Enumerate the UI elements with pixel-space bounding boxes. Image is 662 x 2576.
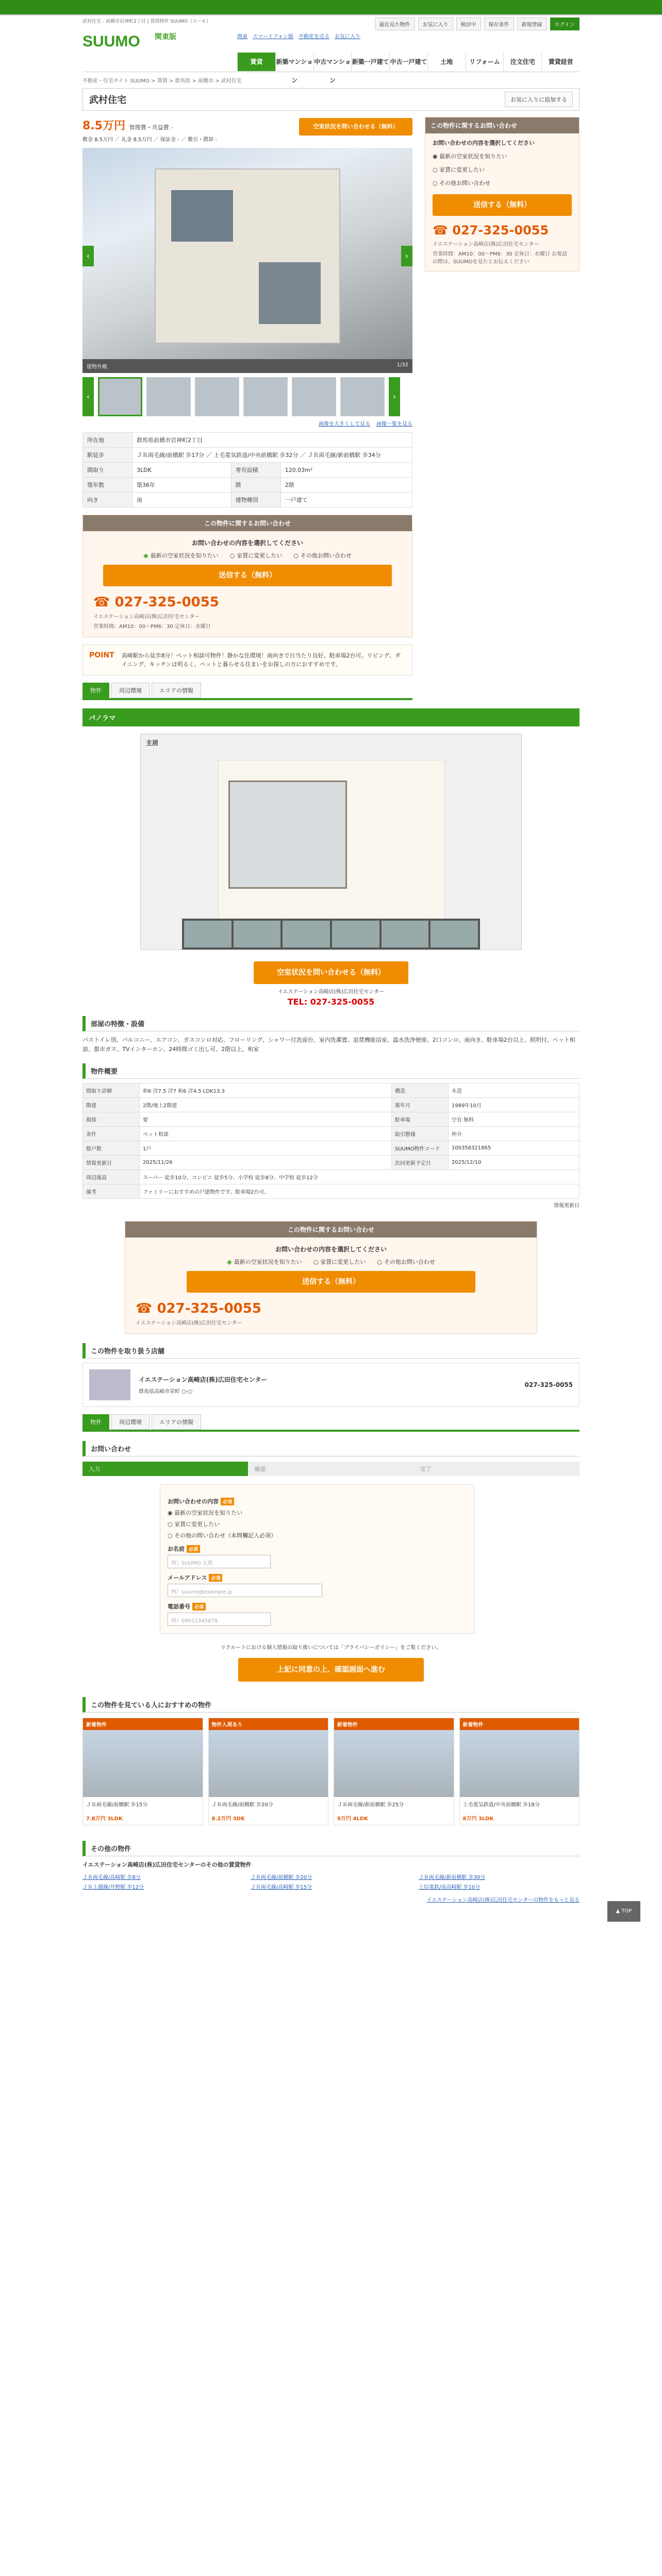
sidebar-phone: ☎ 027-325-0055 [433,223,549,238]
enlarge-link[interactable]: 画像を大きくして見る [319,421,370,427]
thumbnail[interactable] [146,377,191,416]
thumbnail[interactable] [243,377,288,416]
sidebar-hours: 営業時間：AM10：00～PM6：30 定休日：水曜日 お電話の際は、SUUMOを見たとお伝えください [433,251,568,265]
nav-item[interactable]: 注文住宅 [503,53,541,71]
privacy-notice: リクルートにおける個人情報の取り扱いについては「プライバシーポリシー」をご覧ください。 [220,1645,442,1651]
phone-number-2: ☎ 027-325-0055 [136,1301,261,1316]
sub-link[interactable]: 不動産を売る [299,34,329,40]
breadcrumb[interactable]: 不動産・住宅サイト SUUMO > 賃貸 > 群馬県 > 前橋市 > 武村住宅 [82,78,242,84]
tab-bar [82,683,412,700]
tab-info[interactable]: エリアの情報 [152,683,201,698]
photo-count: 1/32 [396,362,408,368]
sidebar-send-button[interactable]: 送信する（無料） [433,194,572,216]
store-tel: 027-325-0055 [524,1381,573,1388]
suumo-logo[interactable]: SUUMO [82,33,140,50]
point-text: 高崎駅から徒歩8分！ペット相談可物件！静かな住環境！南向きで日当たり良好。駐車場2台可。リビング、ダイニング、キッチンは明るく、ペットと暮らせる住まいをお探しの方におすすめです。 [121,652,401,668]
name-label: お名前 必須 [168,1545,467,1553]
step-done: 完了 [414,1462,580,1476]
form-q-label: お問い合わせの内容 必須 [168,1497,467,1505]
panorama-label: 主居 [146,739,159,747]
thumbnail[interactable] [340,377,385,416]
nav-item[interactable]: 新築一戸建て [351,53,389,71]
nav-item[interactable]: 土地 [427,53,466,71]
saved-link[interactable]: 保存条件 [484,18,514,30]
panorama-strip [182,919,480,950]
email-input[interactable]: 例）suumo@example.jp [168,1584,322,1597]
point-label: POINT [89,651,114,659]
radio-rent[interactable]: ○ 家賃に変更したい [230,551,283,560]
mail-label: メールアドレス 必須 [168,1573,467,1582]
panorama-heading: パノラマ [82,708,580,726]
header-crumb: 武村住宅 - 前橋市岩神町2丁目 | 賃貸物件 SUUMO（スーモ） [82,19,211,24]
tab-property[interactable]: 物件 [82,1414,109,1430]
point-box [82,645,412,675]
sub-link[interactable]: お気に入り [335,34,360,40]
thumb-prev-icon[interactable]: ‹ [82,377,94,416]
nav-item[interactable]: 中古マンション [313,53,352,71]
register-link[interactable]: 新規登録 [517,18,547,30]
sub-link[interactable]: スマートフォン版 [253,34,293,40]
inquiry-box-2: この物件に関するお問い合わせ お問い合わせの内容を選択してください ◉ 最新の空室状況を知りたい ○ 家賃に変更したい ○ その他お問い合わせ 送信する（無料） ☎ 027-325-0055 イエステーション高崎店(株)広田住宅センター [125,1221,537,1334]
tab-info[interactable]: エリアの情報 [152,1414,201,1430]
step-input: 入力 [82,1462,248,1476]
prev-photo-icon[interactable]: ‹ [82,246,94,266]
recommend-cards [82,1718,580,1825]
sidebar-radio[interactable]: ○ 家賃に変更したい [433,166,485,173]
others-heading: その他の物件 [82,1841,580,1856]
inquiry-heading: この物件に関するお問い合わせ [83,515,412,531]
recommend-card[interactable]: 新着物件 ＪＲ両毛線/前橋駅 歩15分 7.8万円 3LDK [82,1718,203,1825]
shop-hours: 営業時間：AM10：00～PM6：30 定休日：水曜日 [93,624,211,630]
others-sub: イエステーション高崎店(株)広田住宅センターのその他の賃貸物件 [82,1861,252,1868]
recommend-card[interactable]: 新着物件 ＪＲ両毛線/新前橋駅 歩25分 9万円 4LDK [334,1718,454,1825]
store-address: 群馬県高崎市栄町 ○-○ [139,1389,193,1395]
panorama-viewer[interactable] [140,734,522,950]
step-confirm: 確認 [248,1462,413,1476]
global-nav [237,53,580,84]
sidebar-inquiry [425,117,580,272]
panorama-contact-button[interactable]: 空室状況を問い合わせる（無料） [254,961,408,984]
sub-link[interactable]: 関東 [237,34,247,40]
top-bar [0,0,662,14]
shop-name: イエステーション高崎店(株)広田住宅センター [93,614,200,620]
recommend-card[interactable]: 物件入荷あり ＪＲ両毛線/前橋駅 歩20分 8.2万円 3DK [208,1718,329,1825]
recommend-card[interactable]: 新着物件 上毛電気鉄道/中央前橋駅 歩18分 8万円 3LDK [459,1718,580,1825]
features-heading: 部屋の特徴・設備 [82,1016,580,1031]
features-text: バストイレ別、バルコニー、エアコン、ガスコンロ対応、フローリング、シャワー付洗面台、室内洗濯置、追焚機能浴室、温水洗浄便座、2口コンロ、南向き、駐車場2台以上、照明付、ペット相談、都市ガス、TVインターホン、24時間ゴミ出し可、2階以上、和室 [82,1037,575,1053]
review-link[interactable]: 検討中 [456,18,481,30]
form-radio[interactable]: ○ 家賃に変更したい [168,1521,220,1528]
form-radio[interactable]: ○ その他の問い合わせ（本問欄記入必須） [168,1532,277,1539]
nav-item[interactable]: 中古一戸建て [389,53,427,71]
more-link[interactable]: イエステーション高崎店(株)広田住宅センターの物件をもっと見る [426,1897,580,1903]
contact-top-button[interactable]: 空室状況を問い合わせる（無料） [299,118,412,135]
nav-item[interactable]: リフォーム [466,53,504,71]
area-label: 関東版 [155,33,176,41]
add-favorite-button[interactable]: お気に入りに追加する [505,92,573,107]
tab-area[interactable]: 周辺環境 [111,1414,150,1430]
page-title: 武村住宅 [89,95,126,106]
other-link[interactable]: ＪＲ両毛線/高崎駅 歩15分 [251,1885,312,1890]
name-input[interactable]: 例）SUUMO 太郎 [168,1555,271,1568]
radio-other[interactable]: ○ その他お問い合わせ [377,1258,435,1266]
spec-table: 所在地 群馬県前橋市岩神町2丁目 駅徒歩 ＪＲ両毛線/前橋駅 歩17分 ／ 上毛電気鉄道/中央前橋駅 歩32分 ／ ＪＲ両毛線/新前橋駅 歩34分 間取り 3LDK 専有面積 120.03m² 築年数 築36年 階 2階 向き 南 建物種別 一戸建て [82,432,412,507]
other-link[interactable]: ＪＲ両毛線/前橋駅 歩20分 [251,1875,312,1880]
phone-input[interactable]: 例）09012345678 [168,1613,271,1626]
tab-area[interactable]: 周辺環境 [111,683,150,698]
other-link[interactable]: ＪＲ両毛線/新前橋駅 歩30分 [419,1875,486,1880]
sidebar-radio[interactable]: ◉ 最新の空室状況を知りたい [433,153,508,160]
tab-bar-2 [82,1414,580,1432]
send-button[interactable]: 送信する（無料） [103,565,392,586]
sidebar [425,111,580,272]
other-link[interactable]: ＪＲ両毛線/高崎駅 歩8分 [82,1875,141,1880]
send-button-2[interactable]: 送信する（無料） [187,1271,475,1293]
mgmt-fee: 管理費・共益費 - [129,124,173,131]
window-image [228,781,347,889]
panorama-shop: イエステーション高崎店(株)広田住宅センター [277,989,385,995]
panorama-tel: TEL: 027-325-0055 [287,997,375,1007]
phone-label: 電話番号 必須 [168,1602,467,1611]
store-name[interactable]: イエステーション高崎店(株)広田住宅センター [139,1376,268,1383]
radio-other[interactable]: ○ その他お問い合わせ [293,551,352,560]
thumbnail[interactable] [98,377,142,416]
radio-vacancy[interactable]: ◉ 最新の空室状況を知りたい [143,551,219,560]
thumbnail-strip [82,377,412,416]
header-links [375,18,580,30]
other-link[interactable]: ＪＲ上越線/井野駅 歩12分 [82,1885,144,1890]
main-photo[interactable] [82,148,412,359]
form-heading: お問い合わせ [82,1441,580,1456]
store-image [89,1369,130,1400]
building-image [155,168,340,344]
main-column [82,111,412,700]
nav-rent[interactable]: 賃貸 [237,53,275,71]
favorite-link[interactable]: お気に入り [418,18,453,30]
sidebar-question: お問い合わせの内容を選択してください [433,140,535,146]
login-button[interactable]: ログイン [550,18,580,30]
recent-link[interactable]: 最近見た物件 [375,18,415,30]
thumb-links [82,419,412,427]
nav-item[interactable]: 新築マンション [275,53,313,71]
thumbnail[interactable] [292,377,336,416]
form-radio[interactable]: ◉ 最新の空室状況を知りたい [168,1510,243,1516]
tab-property[interactable]: 物件 [82,683,109,698]
thumbnail[interactable] [195,377,239,416]
header-sub [237,32,360,40]
form-steps [82,1462,580,1476]
sidebar-radio[interactable]: ○ その他お問い合わせ [433,180,491,187]
sidebar-shop: イエステーション高崎店(株)広田住宅センター [433,242,539,247]
overview-heading: 物件概要 [82,1063,580,1079]
shop-name-2: イエステーション高崎店(株)広田住宅センター [136,1320,242,1326]
phone-number: ☎ 027-325-0055 [93,595,219,610]
others-links [82,1873,580,1890]
thumb-next-icon[interactable]: › [389,377,400,416]
recommend-heading: この物件を見ている人におすすめの物件 [82,1697,580,1713]
inquiry-box [82,515,412,637]
other-link[interactable]: 上信電鉄/南高崎駅 歩10分 [419,1885,481,1890]
list-link[interactable]: 画像一覧を見る [376,421,412,427]
inquiry-form [160,1484,474,1634]
next-photo-icon[interactable]: › [401,246,412,266]
overview-table: 間取り詳細 和6 洋7.5 洋7 和6 洋4.5 LDK13.3 構造 木造 階建 2階/地上2階建 築年月 1989年10月 損保 要 駐車場 空有 無料 条件 ペット相談 取引態様 仲介 総戸数 1戸 SUUMO物件コード 100358321865 情報更新日 2025/11/26 次回更新予定日 2025/12/10 周辺施設 スーパー 徒歩10分、コンビニ 徒歩5分、小学校 徒歩8分、中学校 徒歩12分 備考 ファミリーにおすすめの戸建物件です。駐車場2台可。 [82,1083,580,1199]
inquiry-question: お問い合わせの内容を選択してください [191,539,303,547]
store-heading: この物件を取り扱う店舗 [82,1343,580,1359]
sidebar-heading: この物件に関するお問い合わせ [425,117,579,133]
form-submit-button[interactable]: 上記に同意の上、確認画面へ進む [238,1658,424,1682]
rent-price: 8.5万円 管理費・共益費 - [82,120,173,132]
nav-item[interactable]: 賃貸経営 [541,53,580,71]
photo-caption: 建物外観 1/32 [82,359,412,373]
title-bar [82,88,580,111]
store-box [82,1363,580,1407]
radio-rent[interactable]: ○ 家賃に変更したい [313,1258,366,1266]
radio-vacancy[interactable]: ◉ 最新の空室状況を知りたい [227,1258,302,1266]
update-note: 情報更新日 [554,1203,580,1209]
deposit-info: 敷金 8.5万円 ／ 礼金 8.5万円 ／ 保証金 - ／ 敷引・償却 - [82,137,217,143]
back-to-top-button[interactable]: ▲ TOP [607,1901,640,1922]
